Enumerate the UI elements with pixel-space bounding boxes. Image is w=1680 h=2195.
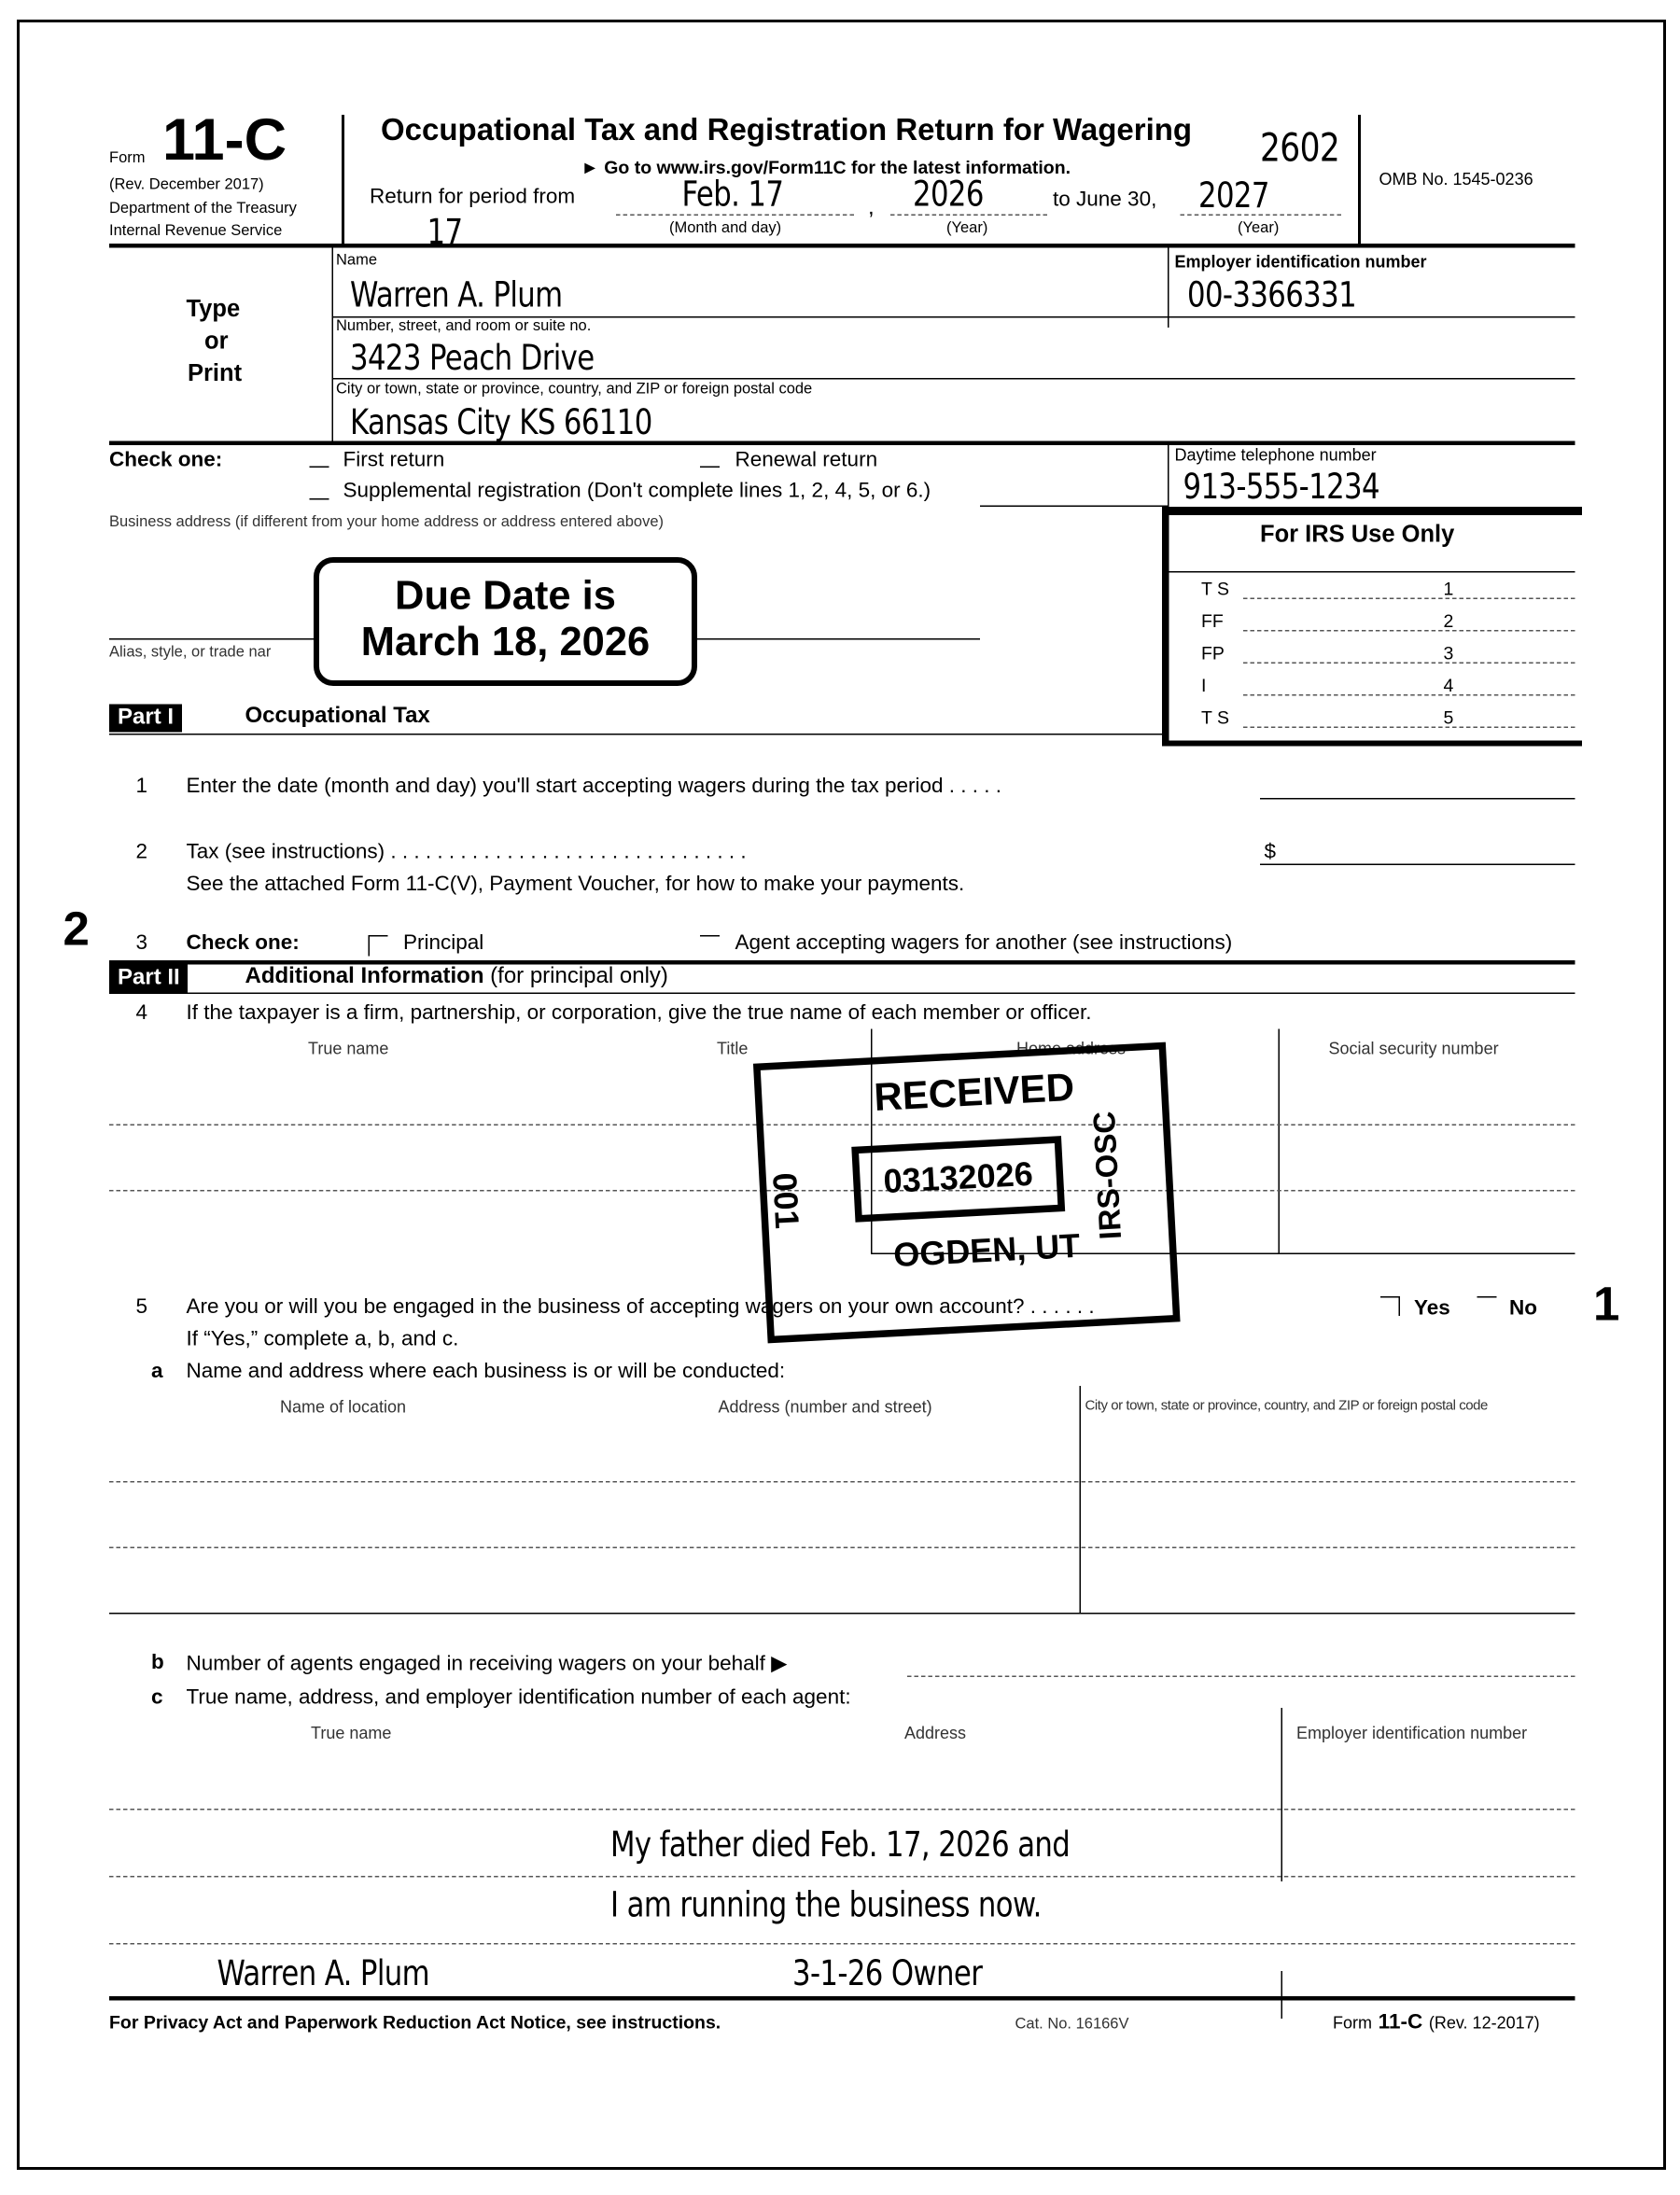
- alias-label: Alias, style, or trade nar: [109, 644, 272, 661]
- part2-subtitle: (for principal only): [483, 964, 668, 988]
- street-label: Number, street, and room or suite no.: [336, 317, 592, 335]
- renewal-return-checkbox[interactable]: [700, 467, 720, 468]
- period-year-from[interactable]: 2026: [913, 174, 984, 215]
- line4-number: 4: [135, 1000, 148, 1025]
- rev-date: (Rev. December 2017): [109, 176, 264, 193]
- stamp-city: OGDEN, UT: [892, 1227, 1082, 1276]
- col-true-name: True name: [308, 1039, 389, 1058]
- form-word: Form: [109, 149, 146, 167]
- line5b-letter: b: [151, 1650, 164, 1674]
- dollar-sign: $: [1264, 840, 1277, 864]
- business-address-label: Business address (if different from your home address or address entered above): [109, 513, 664, 531]
- renewal-return-label: Renewal return: [735, 448, 878, 472]
- col-ssn: Social security number: [1328, 1039, 1499, 1058]
- agent-row[interactable]: [109, 1809, 1575, 1811]
- irs-use-title: For IRS Use Only: [1260, 521, 1455, 548]
- line2-number: 2: [135, 840, 148, 864]
- part2-title: [245, 965, 668, 990]
- irs-row-code: I: [1201, 675, 1207, 696]
- footer-form-id: [1333, 2010, 1540, 2035]
- irs-row-line: [1243, 663, 1575, 664]
- principal-checkbox[interactable]: [369, 935, 388, 957]
- period-month-day[interactable]: Feb. 17: [681, 174, 784, 215]
- irs-row-line: [1243, 694, 1575, 696]
- supplemental-label: Supplemental registration (Don't complete lines 1, 2, 4, 5, or 6.): [343, 479, 931, 503]
- stamp-office: IRS-OSC: [1085, 1110, 1128, 1241]
- agent-checkbox[interactable]: [700, 935, 720, 937]
- phone-field[interactable]: 913-555-1234: [1183, 466, 1379, 507]
- annotation-2: 2: [63, 902, 90, 957]
- ein-label: Employer identification number: [1174, 252, 1427, 272]
- phone-label: Daytime telephone number: [1174, 445, 1377, 465]
- irs-row-number: 4: [1443, 675, 1454, 696]
- form-11c-page: Form 11-C (Rev. December 2017) Department of the Treasury Internal Revenue Service Occupational Tax and Registration Return for Wagering ► Go to www.irs.gov/Form11C for the latest information. Return for period from Feb. 17 , 2026 to June 30, 2027 2602 17 (Month and day) (Year) (Year) OMB No. 1545-0236 Type or Print Name Warren A. Plum Employer identification number 00-3366331 Number, street, and room or suite no. 3423 Peach Drive City or town, state or province, country, and ZIP or foreign postal code Kansas City KS 66110 Check one: First return Renewal return Supplemental registration (Don't complete lines 1, 2, 4, 5, or 6.) Daytime telephone number 913-555-1234 Business address (if different from your home address or address entered above) Alias, style, or trade nar Due Date is March 18, 2026 For IRS Use Only T S 1 FF 2 FP 3 I 4 T S 5 Part I Occupational Tax 1 Enter the date (month and day) you'll start accepting wagers during the tax period . . . . . 2 Tax (see instructions) . . . . . . . . . . . . . . . . . . . . . . . . . . . . . . . $ See the attached Form 11-C(V), Payment Voucher, for how to make your payments. 2 3 Check one: Principal Agent accepting wagers for another (see instructions) Part II Additional Information (for principal only) 4 If the taxpayer is a firm, partnership, or corporation, give the true name of each member or officer. True name Title Home address Social security number RECEIVED 03132026 OGDEN, UT 001 IRS-OSC 5 Are you or will you be engaged in the business of accepting wagers on your own account? . . . . . . Yes No 1 If “Yes,” complete a, b, and c. a Name and address where each business is or will be conducted: Name of location Address (number and street) City or town, state or province, country, and ZIP or foreign postal code b Number of agents engaged in receiving wagers on your behalf ▶ c True name, address, and employer identification number of each agent: True name Address Employer identification number My father died Feb. 17, 2026 and I am running the business now. Warren A. Plum 3-1-26 Owner For Privacy Act and Paperwork Reduction Act Notice, see instructions. Cat. No. 16166V Form 11-C (Rev. 12-2017): [0, 0, 1680, 2195]
- first-return-label: First return: [343, 448, 445, 472]
- agent-label: Agent accepting wagers for another (see instructions): [735, 930, 1233, 955]
- irs-name: Internal Revenue Service: [109, 222, 283, 240]
- tax-input[interactable]: [1260, 864, 1575, 866]
- line4-text: If the taxpayer is a firm, partnership, or corporation, give the true name of each member or officer.: [186, 1000, 1092, 1025]
- handwritten-note-line2: I am running the business now.: [610, 1884, 1042, 1925]
- irs-row-number: 3: [1443, 642, 1454, 664]
- catalog-number: Cat. No. 16166V: [1015, 2016, 1129, 2033]
- handwritten-note-line1: My father died Feb. 17, 2026 and: [610, 1824, 1071, 1865]
- check-one-label: Check one:: [109, 448, 223, 472]
- yes-checkbox[interactable]: [1380, 1296, 1400, 1316]
- irs-row-code: T S: [1201, 578, 1229, 599]
- location-row[interactable]: [109, 1547, 1575, 1549]
- annotation-2602: 2602: [1260, 124, 1340, 171]
- print-label: Print: [188, 359, 243, 386]
- irs-row-number: 1: [1443, 578, 1454, 599]
- footer-form-number: 11-C: [1378, 2010, 1423, 2034]
- col-agent-ein: Employer identification number: [1296, 1723, 1528, 1743]
- year-label: (Year): [1238, 219, 1280, 237]
- due-date-line2: March 18, 2026: [360, 620, 651, 665]
- irs-row-line: [1243, 598, 1575, 600]
- principal-label: Principal: [403, 930, 484, 955]
- line2-voucher-note: See the attached Form 11-C(V), Payment Voucher, for how to make your payments.: [186, 872, 965, 896]
- irs-row-code: FP: [1201, 642, 1225, 664]
- col-home-address: Home address: [1016, 1039, 1127, 1058]
- col-location-name: Name of location: [280, 1397, 407, 1417]
- period-year-to[interactable]: 2027: [1198, 175, 1269, 216]
- first-return-checkbox[interactable]: [310, 467, 329, 468]
- supplemental-checkbox[interactable]: [310, 498, 329, 500]
- line1-text: Enter the date (month and day) you'll start accepting wagers during the tax period . . . . .: [186, 774, 1002, 798]
- period-label: Return for period from: [370, 185, 576, 209]
- stamp-number: 001: [764, 1171, 805, 1230]
- department: Department of the Treasury: [109, 200, 297, 217]
- name-label: Name: [336, 252, 378, 269]
- line3-number: 3: [135, 930, 148, 955]
- irs-row-number: 2: [1443, 610, 1454, 632]
- no-label: No: [1509, 1296, 1537, 1321]
- stamp-received: RECEIVED: [873, 1065, 1076, 1120]
- irs-row-code: T S: [1201, 706, 1229, 728]
- col-agent-name: True name: [311, 1723, 392, 1743]
- col-title: Title: [717, 1039, 749, 1058]
- city-label: City or town, state or province, country, and ZIP or foreign postal code: [336, 381, 813, 398]
- part2-title-text: Additional Information: [245, 964, 484, 988]
- footer-rev: (Rev. 12-2017): [1428, 2013, 1540, 2033]
- goto-link[interactable]: ► Go to www.irs.gov/Form11C for the latest information.: [581, 157, 1071, 178]
- ein-field[interactable]: 00-3366331: [1187, 274, 1357, 315]
- due-date-line1: Due Date is: [395, 574, 616, 619]
- line1-input[interactable]: [1260, 798, 1575, 800]
- footer-form-word: Form: [1333, 2013, 1372, 2033]
- line3-label: Check one:: [186, 930, 300, 955]
- line5-text: Are you or will you be engaged in the business of accepting wagers on your own account? . . . . . .: [186, 1294, 1095, 1319]
- irs-row-line: [1243, 727, 1575, 729]
- due-date-callout: [314, 557, 697, 686]
- line5a-text: Name and address where each business is or will be conducted:: [186, 1359, 786, 1383]
- line5-instruction: If “Yes,” complete a, b, and c.: [186, 1327, 459, 1351]
- signature[interactable]: Warren A. Plum: [217, 1952, 430, 1993]
- line5c-letter: c: [151, 1685, 163, 1710]
- yes-label: Yes: [1414, 1296, 1450, 1321]
- city-field[interactable]: Kansas City KS 66110: [350, 401, 652, 442]
- or-label: or: [204, 328, 229, 355]
- line2-text: Tax (see instructions) . . . . . . . . . . . . . . . . . . . . . . . . . . . . . . .: [186, 840, 747, 864]
- col-location-city: City or town, state or province, country, and ZIP or foreign postal code: [1085, 1398, 1488, 1414]
- irs-row-number: 5: [1443, 706, 1454, 728]
- annotation-17: 17: [427, 211, 463, 252]
- line1-number: 1: [135, 774, 148, 798]
- name-field[interactable]: Warren A. Plum: [350, 274, 563, 315]
- part2-tag: Part II: [109, 965, 189, 993]
- form-title: Occupational Tax and Registration Return for Wagering: [381, 112, 1193, 147]
- agents-count-input[interactable]: [907, 1676, 1575, 1678]
- part1-tag: Part I: [109, 705, 182, 733]
- month-day-label: (Month and day): [669, 219, 782, 237]
- agent-row[interactable]: [109, 1943, 1575, 1945]
- type-label: Type: [186, 295, 241, 322]
- line5b-text: Number of agents engaged in receiving wagers on your behalf ▶: [186, 1652, 788, 1676]
- line5c-text: True name, address, and employer identification number of each agent:: [186, 1685, 851, 1710]
- privacy-notice: For Privacy Act and Paperwork Reduction Act Notice, see instructions.: [109, 2011, 721, 2033]
- location-row[interactable]: [109, 1481, 1575, 1483]
- col-agent-address: Address: [904, 1723, 967, 1743]
- annotation-1: 1: [1593, 1278, 1620, 1332]
- stamp-date: 03132026: [851, 1136, 1065, 1223]
- omb-number: OMB No. 1545-0236: [1379, 169, 1533, 189]
- form-number: 11-C: [162, 106, 287, 173]
- irs-row-code: FF: [1201, 610, 1224, 632]
- line5-number: 5: [135, 1294, 148, 1319]
- street-field[interactable]: 3423 Peach Drive: [350, 337, 595, 378]
- line5a-letter: a: [151, 1359, 163, 1383]
- no-checkbox[interactable]: [1477, 1296, 1497, 1298]
- agent-row[interactable]: [109, 1876, 1575, 1878]
- col-location-address: Address (number and street): [718, 1397, 932, 1417]
- irs-row-line: [1243, 630, 1575, 632]
- year-label: (Year): [946, 219, 988, 237]
- part1-title: Occupational Tax: [245, 704, 430, 728]
- to-label: to June 30,: [1053, 188, 1157, 212]
- signature-date-title[interactable]: 3-1-26 Owner: [792, 1952, 983, 1993]
